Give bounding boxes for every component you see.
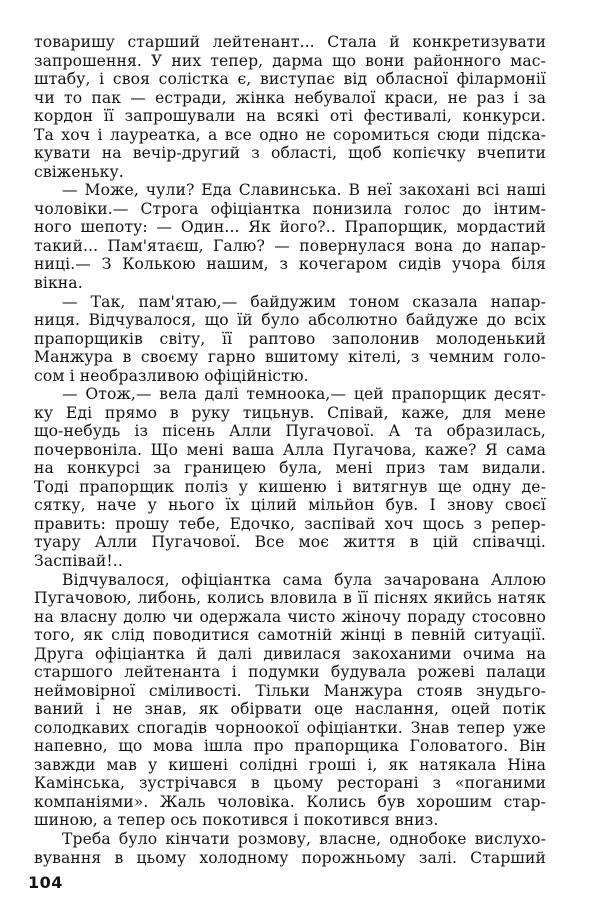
page-number: 104 [28,873,63,892]
text-line: ниці.— З Колькою нашим, з кочегаром сидів учора біля [34,255,546,274]
text-line: ного шепоту: — Один... Як його?.. Прапорщик, мордастий [34,218,546,237]
text-line: вування в цьому холодному порожньому залі. Старший [34,848,546,867]
text-line: Відчувалося, офіціантка сама була зачарована Аллою [62,570,546,589]
text-line: шиною, а тепер ось покотився і покотився вниз. [34,811,439,830]
text-line: такий... Пам'ятаєш, Галю? — повернулася вона до напар- [34,236,546,255]
text-line: сятку, наче у нього їх цілий мільйон був. І знову своєї [34,496,546,515]
text-line: на власну долю чи одержала чисто жіночу пораду стосовно [34,607,546,626]
text-line: Заспівай!.. [34,551,123,570]
text-line: править: прошу тебе, Едочко, заспівай хоч щось з репер- [34,514,546,533]
text-line: прапорщиків світу, її раптово заполонив молоденький [34,329,546,348]
text-line: ваний і не знав, як обірвати оце наслання, оцей потік [34,700,546,719]
text-line: того, як слід поводитися самотній жінці в певній ситуації. [34,626,546,645]
text-line: штабу, і своя солістка є, виступає від обласної філармонії [34,70,546,89]
text-line: вікна. [34,273,83,292]
text-line: чоловіки.— Строга офіціантка понизила голос до інтим- [34,199,546,218]
text-line: Манжура в своєму гарно вшитому кітелі, з чемним голо- [34,348,546,367]
text-line: — Отож,— вела далі темноока,— цей прапорщик десят- [62,385,546,404]
text-line: кувати на вечір-другий з області, щоб копієчку вчепити [34,144,546,163]
text-line: чи то пак — естради, жінка небувалої краси, не раз і за [34,88,546,107]
text-line: Друга офіціантка й далі дивилася закоханими очима на [34,644,546,663]
text-line: Та хоч і лауреатка, а все одно не соромиться сюди підска- [34,125,546,144]
text-line: — Так, пам'ятаю,— байдужим тоном сказала напар- [62,292,546,311]
text-line: напевно, що мова ішла про прапорщика Головатого. Він [34,737,546,756]
text-line: Треба було кінчати розмову, власне, однобоке вислухо- [62,829,546,848]
text-line: — Може, чули? Еда Славинська. В неї закохані всі наші [62,181,546,200]
text-line: солодкавих спогадів чорноокої офіціантки. Знав тепер уже [34,718,546,737]
text-line: запрошення. У них тепер, дарма що вони районного мас- [34,51,546,70]
text-line: товаришу старший лейтенант... Стала й конкретизувати [34,33,546,51]
text-line: Пугачовою, либонь, колись вловила в її піснях якийсь натяк [34,589,546,607]
text-line: свіженьку. [34,162,124,181]
text-line: старшого лейтенанта і подумки будувала рожеві палаци [34,663,546,682]
text-line: неймовірної сміливості. Тільки Манжура стояв знудьго- [34,681,546,700]
text-line: на конкурсі за границею була, мені приз там видали. [34,459,546,478]
text-line: кордон її запрошували на всякі оті фестивалі, конкурси. [34,107,546,126]
text-line: ку Еді прямо в руку тицьнув. Співай, каже, для мене [34,403,546,422]
text-line: ниця. Відчувалося, що їй було абсолютно байдуже до всіх [34,311,546,329]
text-line: сом і необразливою офіційністю. [34,366,309,385]
text-line: компаніями». Жаль чоловіка. Колись був хорошим стар- [34,792,546,811]
text-line: туару Алли Пугачової. Все моє життя в цій співачці. [34,533,546,552]
text-line: Тоді прапорщик поліз у кишеню і витягнув ще одну де- [34,477,546,496]
text-line: почервоніла. Що мені ваша Алла Пугачова, каже? Я сама [34,440,546,459]
text-line: завжди мав у кишені солідні гроші і, як натякала Ніна [34,755,546,774]
text-line: Камінська, зустрічався в цьому ресторані з «поганими [34,774,546,793]
text-line: що-небудь із пісень Алли Пугачової. А та образилась, [34,422,546,441]
